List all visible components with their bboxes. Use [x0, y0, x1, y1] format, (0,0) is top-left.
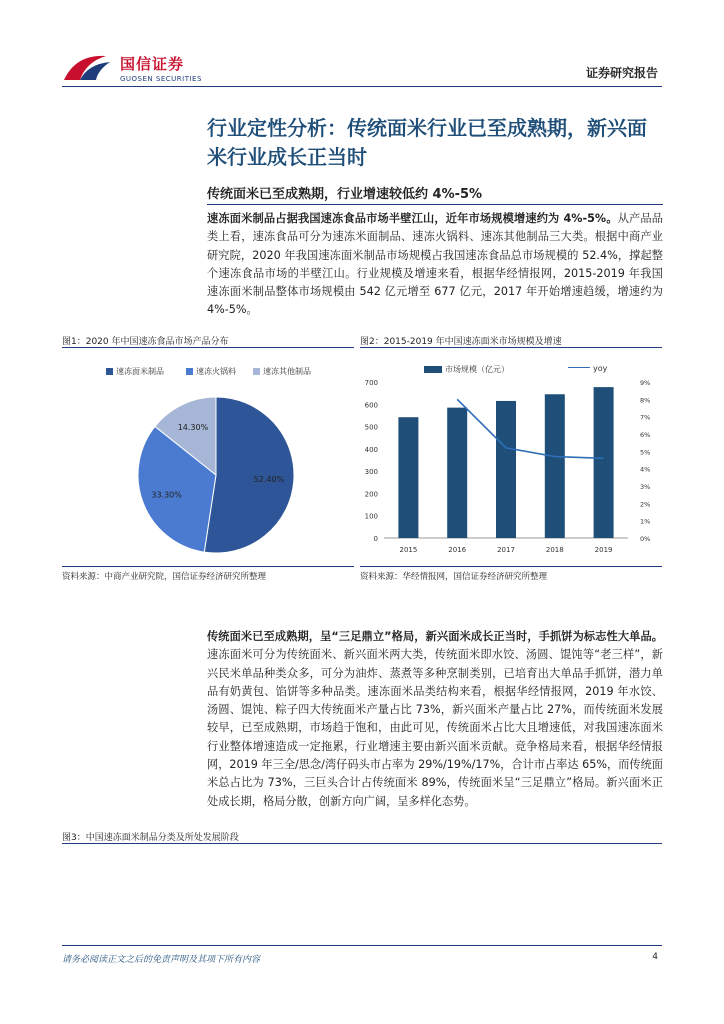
y-right-tick-label: 7% — [640, 413, 651, 422]
paragraph-2-lead: 传统面米已至成熟期，呈“三足鼎立”格局，新兴面米成长正当时，手抓饼为标志性大单品。 — [207, 630, 663, 643]
paragraph-1-body: 从产品品类上看，速冻食品可分为速冻米面制品、速冻火锅料、速冻其他制品三大类。根据中商产业研究院，2020 年我国速冻面米制品市场规模占我国速冻食品总市场规模的 52.4%，撑起整个速冻食品市场的半壁江山。行业规模及增速来看，根据华经情报网，2015-2019 年我国速冻面米制品整体市场规模由 542 亿元增至 677 亿元，2017 年开始增速趋缓，增速约为 4%-5%。 — [207, 212, 663, 317]
y-right-tick-label: 2% — [640, 500, 651, 509]
x-tick-label: 2015 — [399, 546, 418, 554]
x-tick-label: 2016 — [448, 546, 467, 554]
y-left-tick-label: 200 — [364, 490, 378, 499]
y-left-tick-label: 100 — [364, 512, 378, 521]
yoy-line — [457, 399, 603, 458]
section-title: 行业定性分析：传统面米行业已至成熟期，新兴面米行业成长正当时 — [207, 116, 647, 169]
y-right-tick-label: 8% — [640, 396, 651, 405]
figure-2-bottom-line — [360, 566, 662, 567]
pie-svg — [62, 348, 354, 566]
figure-3-title: 图3：中国速冻面米制品分类及所处发展阶段 — [62, 833, 239, 843]
legend-label: 速冻火锅料 — [196, 367, 236, 376]
sub-title-divider — [207, 204, 663, 205]
y-left-tick-label: 700 — [364, 379, 378, 387]
y-left-tick-label: 0 — [373, 535, 378, 543]
paragraph-1 — [207, 210, 663, 320]
pie-data-label: 52.40% — [253, 474, 285, 484]
brand-name-cn: 国信证券 — [120, 55, 185, 73]
paragraph-2 — [207, 628, 663, 811]
brand-name-en: GUOSEN SECURITIES — [120, 75, 202, 83]
y-right-tick-label: 6% — [640, 431, 651, 439]
bar — [594, 387, 614, 538]
figure-3-top-line — [62, 843, 662, 844]
legend-label: 市场规模（亿元） — [445, 365, 509, 374]
paragraph-2-body: 速冻面米可分为传统面米、新兴面米两大类，传统面米即水饺、汤圆、馄饨等“老三样”，新兴民米单品种类众多，可分为油炸、蒸煮等多种烹制类别，已培育出大单品手抓饼，潜力单品有奶黄包、馅饼等多种品类。速冻面米品类结构来看，根据华经情报网，2019 年水饺、汤圆、馄饨、粽子四大传统面米产量占比 73%，新兴面米产量占比 27%，而传统面米发展较早，已至成熟期，市场趋于饱和，由此可见，传统面米占比大且增速低，对我国速冻面米行业整体增速造成一定拖累，行业增速主要由新兴面米贡献。竞争格局来看，根据华经情报网，2019 年三全/思念/湾仔码头市占率为 29%/19%/17%，合计市占率达 65%，而传统面米总占比为 73%，三巨头合计占传统面米 89%，传统面米呈“三足鼎立”格局。新兴面米正处成长期，格局分散，创新方向广阔，呈多样化态势。 — [207, 648, 663, 808]
y-left-tick-label: 500 — [364, 423, 378, 432]
sub-title: 传统面米已至成熟期，行业增速较低约 4%-5% — [207, 187, 483, 202]
y-right-tick-label: 5% — [640, 448, 651, 457]
y-left-tick-label: 400 — [364, 445, 378, 454]
page-number: 4 — [652, 952, 658, 962]
figure-1-bottom-line — [62, 566, 354, 567]
y-left-tick-label: 300 — [364, 468, 378, 477]
y-right-tick-label: 3% — [640, 483, 651, 491]
header-divider — [62, 86, 662, 87]
y-right-tick-label: 4% — [640, 465, 651, 474]
legend-label: 速冻面米制品 — [116, 367, 164, 376]
x-tick-label: 2018 — [545, 546, 564, 554]
pie-data-label: 14.30% — [177, 423, 209, 433]
figure-1-source: 资料来源：中商产业研究院，国信证券经济研究所整理 — [62, 572, 267, 582]
y-right-tick-label: 1% — [640, 517, 651, 526]
bar — [447, 408, 467, 538]
bar — [496, 401, 516, 538]
bar — [545, 394, 565, 538]
bar-svg — [360, 348, 662, 566]
footer-divider — [62, 945, 662, 946]
x-tick-label: 2017 — [497, 546, 515, 554]
legend-label: 速冻其他制品 — [263, 367, 311, 376]
footer-disclaimer: 请务必阅读正文之后的免责声明及其项下所有内容 — [62, 955, 261, 965]
figure-2-source: 资料来源：华经情报网，国信证券经济研究所整理 — [360, 572, 548, 582]
y-right-tick-label: 9% — [640, 379, 651, 387]
y-left-tick-label: 600 — [364, 401, 378, 410]
figure-1-title: 图1：2020 年中国速冻食品市场产品分布 — [62, 337, 229, 347]
figure-2-title: 图2：2015-2019 年中国速冻面米市场规模及增速 — [360, 337, 562, 347]
legend-label: yoy — [593, 364, 608, 373]
y-right-tick-label: 0% — [640, 535, 651, 543]
x-tick-label: 2019 — [594, 546, 613, 554]
bar-line-chart — [360, 348, 662, 566]
pie-chart — [62, 348, 354, 566]
report-type: 证券研究报告 — [585, 66, 658, 80]
bar — [398, 417, 418, 538]
pie-data-label: 33.30% — [151, 490, 182, 500]
paragraph-1-lead: 速冻面米制品占据我国速冻食品市场半壁江山，近年市场规模增速约为 4%-5%。 — [207, 212, 618, 225]
guosen-logo-icon — [62, 50, 114, 86]
